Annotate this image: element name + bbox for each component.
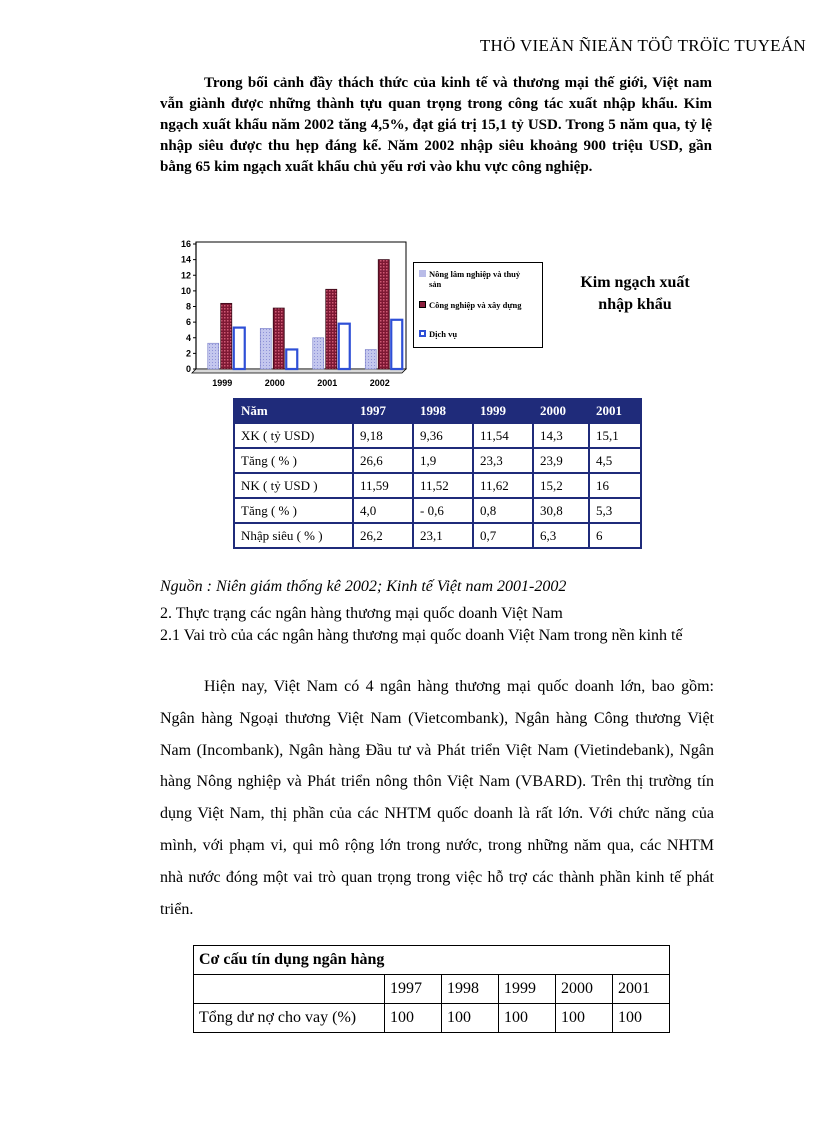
bar [313, 338, 324, 369]
legend-label-agriculture-2: sản [429, 279, 442, 289]
empty-cell [194, 975, 385, 1004]
y-tick-label: 14 [180, 254, 191, 265]
table-row [234, 423, 641, 448]
bar [365, 349, 376, 369]
credit-table-title: Cơ cấu tín dụng ngân hàng [194, 946, 670, 975]
cell: 100 [499, 1004, 556, 1033]
y-tick-label: 4 [185, 332, 191, 343]
page-header: THÖ VIEÄN ÑIEÄN TÖÛ TRÖÏC TUYEÁN [479, 36, 806, 55]
cell: 15,2 [533, 473, 589, 498]
bar [260, 328, 271, 369]
bar [234, 328, 245, 369]
trade-table-header [234, 399, 641, 423]
cell: 23,9 [533, 448, 589, 473]
header-cell: 2001 [589, 399, 641, 423]
header-cell: 1999 [473, 399, 533, 423]
x-tick-label: 1999 [212, 378, 233, 388]
bar [339, 324, 350, 369]
row-label: Tăng ( % ) [234, 448, 353, 473]
header-cell: Năm [234, 399, 353, 423]
cell: 9,18 [353, 423, 413, 448]
cell: 16 [589, 473, 641, 498]
cell: 26,6 [353, 448, 413, 473]
legend-item-industry [419, 300, 522, 310]
bar [326, 289, 337, 369]
y-tick-label: 0 [185, 364, 191, 374]
body-paragraph: Hiện nay, Việt Nam có 4 ngân hàng thương mại quốc doanh lớn, bao gồm: Ngân hàng Ngoại thương Việt Nam (Vietcombank), Ngân hàng Công thương Việt Nam (Incombank), Ngân hàng Đầu tư và Phát triển Việt Nam (Vietindebank), Ngân hàng Nông nghiệp và Phát triển nông thôn Việt Nam (VBARD). Trên thị trường tín dụng Việt Nam, thị phần của các NHTM quốc doanh là rất lớn. Với chức năng của mình, với phạm vi, qui mô rộng lớn trong nước, trong những năm qua, các NHTM nhà nước đóng một vai trò quan trọng trong việc hỗ trợ các thành phần kinh tế phát triển. [160, 678, 714, 918]
legend-swatch-industry [419, 301, 426, 308]
y-tick-label: 2 [185, 348, 191, 359]
bar [273, 308, 284, 369]
row-label: NK ( tỷ USD ) [234, 473, 353, 498]
cell: 0,8 [473, 498, 533, 523]
y-tick-label: 10 [180, 285, 191, 296]
row-label: Tăng ( % ) [234, 498, 353, 523]
intro-paragraph: Trong bối cảnh đầy thách thức của kinh tế và thương mại thế giới, Việt nam vẫn giành được những thành tựu quan trọng trong công tác xuất nhập khẩu. Kim ngạch xuất khẩu năm 2002 tăng 4,5%, đạt giá trị 15,1 tỷ USD. Trong 5 năm qua, tỷ lệ nhập siêu được thu hẹp đáng kể. Năm 2002 nhập siêu khoảng 900 triệu USD, gần bằng 65 kim ngạch xuất khẩu chủ yếu rơi vào khu vực công nghiệp. [160, 75, 712, 175]
bar [208, 343, 219, 369]
trade-table [233, 398, 642, 549]
legend-label-agriculture: Nông lâm nghiệp và thuỷ [429, 269, 521, 279]
legend-label-services: Dịch vụ [429, 329, 458, 339]
chart-y-axis [181, 239, 196, 374]
cell: 14,3 [533, 423, 589, 448]
source-note: Nguồn : Niên giám thống kê 2002; Kinh tế Việt nam 2001-2002 [160, 578, 567, 595]
cell: 6,3 [533, 523, 589, 548]
chart-x-labels [212, 378, 390, 388]
cell: 9,36 [413, 423, 473, 448]
cell: 23,1 [413, 523, 473, 548]
chart-legend [413, 262, 543, 348]
credit-structure-table [193, 945, 670, 1033]
cell: 30,8 [533, 498, 589, 523]
cell: 5,3 [589, 498, 641, 523]
export-bar-chart [170, 236, 410, 396]
year-cell: 1999 [499, 975, 556, 1004]
year-cell: 2000 [556, 975, 613, 1004]
x-tick-label: 2002 [369, 378, 390, 388]
x-tick-label: 2001 [317, 378, 338, 388]
cell: 100 [442, 1004, 499, 1033]
y-tick-label: 12 [180, 270, 191, 281]
legend-label-industry: Công nghiệp và xây dựng [429, 300, 522, 310]
cell: 4,0 [353, 498, 413, 523]
y-tick-label: 16 [180, 239, 191, 249]
table-row [234, 473, 641, 498]
row-label: Tổng dư nợ cho vay (%) [194, 1004, 385, 1033]
cell: 4,5 [589, 448, 641, 473]
cell: 11,52 [413, 473, 473, 498]
cell: 1,9 [413, 448, 473, 473]
header-cell: 1998 [413, 399, 473, 423]
year-cell: 1997 [385, 975, 442, 1004]
legend-item-agriculture [419, 269, 520, 289]
cell: 6 [589, 523, 641, 548]
cell: 100 [556, 1004, 613, 1033]
chart-caption-line2: nhập khẩu [598, 296, 672, 313]
header-cell: 1997 [353, 399, 413, 423]
bar [286, 349, 297, 369]
cell: 0,7 [473, 523, 533, 548]
header-cell: 2000 [533, 399, 589, 423]
section-heading-2: 2. Thực trạng các ngân hàng thương mại quốc doanh Việt Nam [160, 605, 563, 622]
cell: 26,2 [353, 523, 413, 548]
table-row [234, 498, 641, 523]
bar [391, 320, 402, 369]
x-tick-label: 2000 [264, 378, 285, 388]
year-cell: 2001 [613, 975, 670, 1004]
section-heading-2-1: 2.1 Vai trò của các ngân hàng thương mại quốc doanh Việt Nam trong nền kinh tế [160, 627, 683, 644]
bar [378, 260, 389, 369]
cell: 100 [613, 1004, 670, 1033]
legend-swatch-agriculture [419, 270, 426, 277]
cell: 15,1 [589, 423, 641, 448]
cell: 100 [385, 1004, 442, 1033]
row-label: Nhập siêu ( % ) [234, 523, 353, 548]
chart-caption [556, 272, 714, 316]
cell: 11,62 [473, 473, 533, 498]
year-cell: 1998 [442, 975, 499, 1004]
credit-table-row [194, 1004, 670, 1033]
y-tick-label: 6 [185, 317, 191, 328]
chart-bars [208, 260, 403, 369]
chart-caption-line1: Kim ngạch xuất [580, 274, 690, 291]
credit-table-year-row [194, 975, 670, 1004]
cell: 11,54 [473, 423, 533, 448]
chart-floor [192, 369, 406, 373]
bar [221, 303, 232, 369]
cell: 23,3 [473, 448, 533, 473]
legend-swatch-services [419, 330, 426, 337]
table-row [234, 448, 641, 473]
legend-item-services [419, 329, 457, 339]
table-row [234, 523, 641, 548]
row-label: XK ( tỷ USD) [234, 423, 353, 448]
credit-table-title-row [194, 946, 670, 975]
y-tick-label: 8 [185, 301, 191, 312]
cell: 11,59 [353, 473, 413, 498]
cell: - 0,6 [413, 498, 473, 523]
